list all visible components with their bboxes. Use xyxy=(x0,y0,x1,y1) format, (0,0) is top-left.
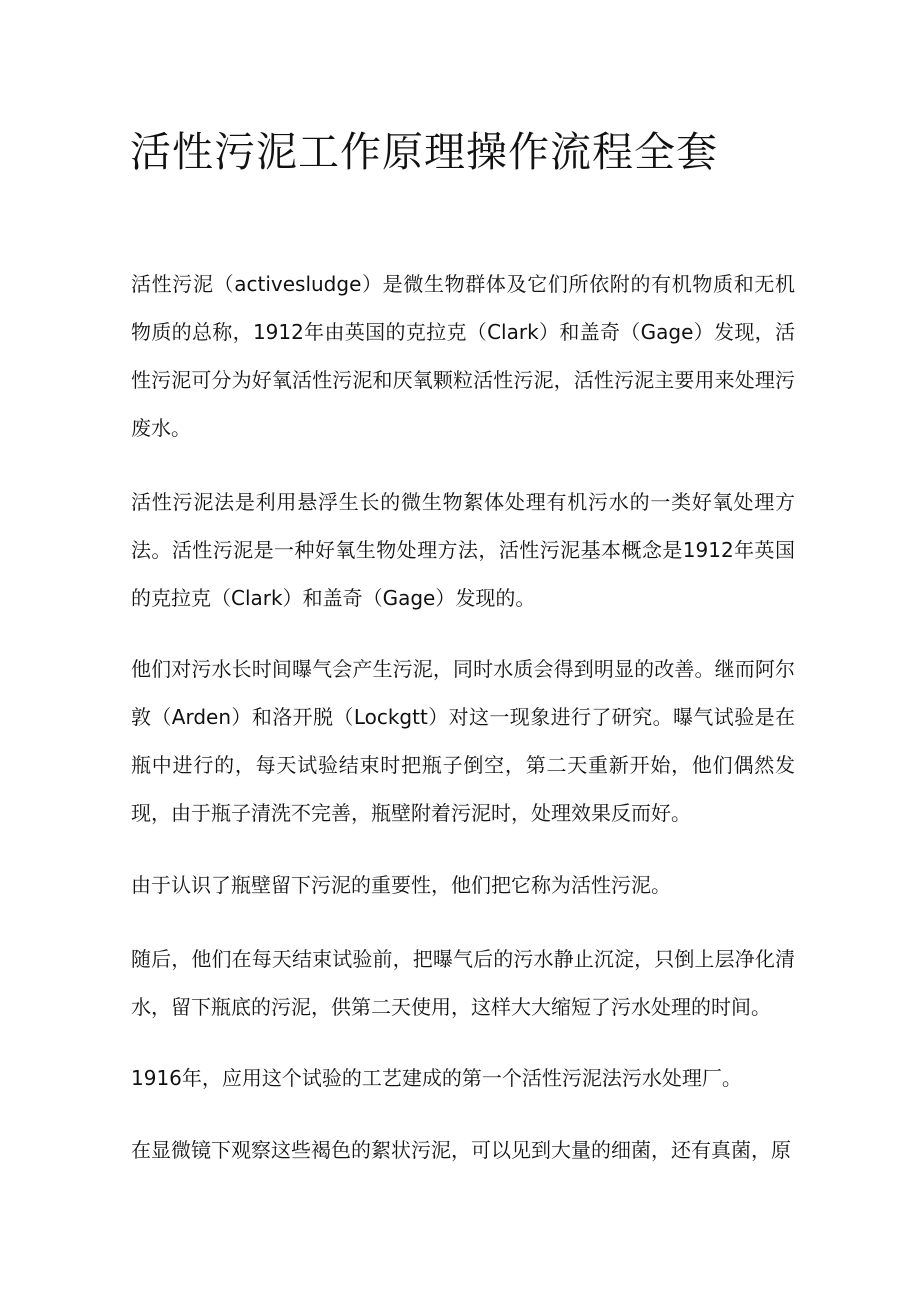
paragraph-settling-procedure: 随后，他们在每天结束试验前，把曝气后的污水静止沉淀，只倒上层净化清水，留下瓶底的污泥，供第二天使用，这样大大缩短了污水处理的时间。 xyxy=(131,947,795,1019)
paragraph-microscope-observation: 在显微镜下观察这些褐色的絮状污泥，可以见到大量的细菌，还有真菌，原 xyxy=(131,1138,791,1162)
document-title: 活性污泥工作原理操作流程全套 xyxy=(130,128,718,176)
paragraph-activated-sludge-method: 活性污泥法是利用悬浮生长的微生物絮体处理有机污水的一类好氧处理方法。活性污泥是一种好氧生物处理方法，活性污泥基本概念是1912年英国的克拉克（Clark）和盖奇（Gage）发现的。 xyxy=(131,490,795,610)
paragraph-naming: 由于认识了瓶壁留下污泥的重要性，他们把它称为活性污泥。 xyxy=(131,873,671,897)
paragraph-aeration-experiment: 他们对污水长时间曝气会产生污泥，同时水质会得到明显的改善。继而阿尔敦（Arden）和洛开脱（Lockgtt）对这一现象进行了研究。曝气试验是在瓶中进行的，每天试验结束时把瓶子倒空，第二天重新开始，他们偶然发现，由于瓶子清洗不完善，瓶壁附着污泥时，处理效果反而好。 xyxy=(131,657,795,825)
paragraph-first-plant: 1916年，应用这个试验的工艺建成的第一个活性污泥法污水处理厂。 xyxy=(131,1066,742,1090)
paragraph-activated-sludge-definition: 活性污泥（activesludge）是微生物群体及它们所依附的有机物质和无机物质的总称，1912年由英国的克拉克（Clark）和盖奇（Gage）发现，活性污泥可分为好氧活性污泥和厌氧颗粒活性污泥，活性污泥主要用来处理污废水。 xyxy=(131,272,795,440)
